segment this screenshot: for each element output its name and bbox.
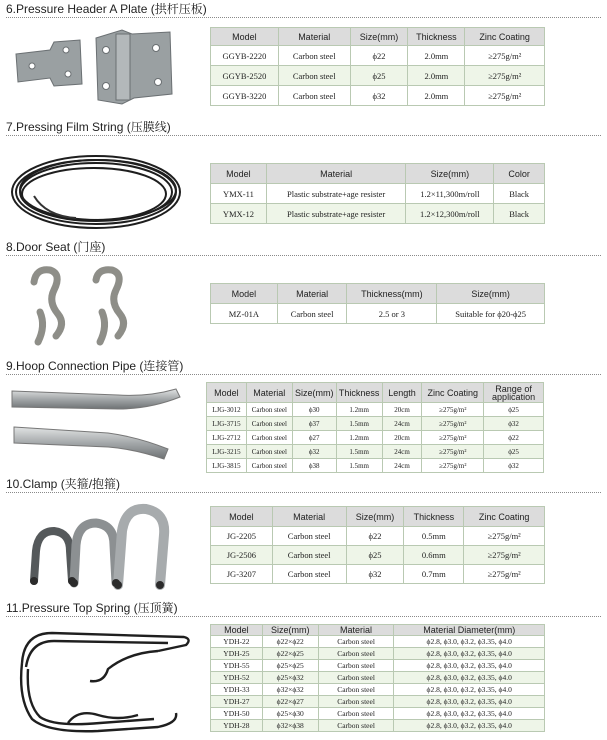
table-cell: YDH-55 [211, 660, 263, 672]
table-row [207, 431, 544, 445]
section-title-text: 11.Pressure Top Spring (压顶簧) [6, 601, 178, 615]
column-header: Material [246, 383, 292, 403]
column-header: Size(mm) [437, 284, 545, 304]
section-title [6, 118, 607, 138]
table-cell: 1.2mm [336, 431, 382, 445]
table-cell: Plastic substrate+age resister [266, 184, 406, 204]
table-cell: ≥275g/m² [465, 66, 545, 86]
table-row [207, 459, 544, 473]
table-cell: ϕ25×ϕ32 [262, 672, 318, 684]
column-header: Model [207, 383, 247, 403]
table-cell: YDH-33 [211, 684, 263, 696]
column-header: Material [266, 164, 406, 184]
title-divider [6, 135, 601, 136]
table-cell: ϕ27 [292, 431, 336, 445]
table-cell: ϕ38 [292, 459, 336, 473]
table-cell: YDH-27 [211, 696, 263, 708]
table-cell: Carbon steel [318, 660, 394, 672]
table-cell: Carbon steel [246, 403, 292, 417]
column-header: Model [211, 284, 278, 304]
table-cell: ϕ2.8, ϕ3.0, ϕ3.2, ϕ3.35, ϕ4.0 [394, 708, 545, 720]
table-cell: Plastic substrate+age resister [266, 204, 406, 224]
section-clamp [0, 475, 607, 599]
table-cell: Carbon steel [246, 431, 292, 445]
table-cell: ϕ32 [292, 445, 336, 459]
table-cell: Carbon steel [278, 66, 350, 86]
column-header: Material Diameter(mm) [394, 625, 545, 636]
section-pressure-top-spring [0, 599, 607, 740]
table-cell: 1.2mm [336, 403, 382, 417]
table-cell: ϕ22×ϕ27 [262, 696, 318, 708]
table-cell: YMX-12 [211, 204, 267, 224]
section-hoop-connection-pipe [0, 357, 607, 475]
table-cell: 1.5mm [336, 417, 382, 431]
column-header: Zinc Coating [464, 507, 545, 527]
table-cell: ϕ2.8, ϕ3.0, ϕ3.2, ϕ3.35, ϕ4.0 [394, 720, 545, 732]
column-header: Material [278, 28, 350, 46]
column-header: Material [318, 625, 394, 636]
title-divider [6, 374, 601, 375]
section-title-text: 7.Pressing Film String (压膜线) [6, 120, 171, 134]
section-title [6, 357, 607, 377]
table-cell: ≥275g/m² [465, 46, 545, 66]
table-cell: Carbon steel [272, 546, 346, 565]
table-cell: ϕ2.8, ϕ3.0, ϕ3.2, ϕ3.35, ϕ4.0 [394, 636, 545, 648]
table-cell: MZ-01A [211, 304, 278, 324]
table-cell: LJG-3715 [207, 417, 247, 431]
spec-table [210, 283, 545, 324]
table-cell: GGYB-2220 [211, 46, 279, 66]
section-pressing-film-string [0, 118, 607, 238]
column-header: Thickness [408, 28, 465, 46]
table-row [211, 720, 545, 732]
column-header: Thickness(mm) [347, 284, 437, 304]
column-header: Material [272, 507, 346, 527]
table-cell: Carbon steel [318, 648, 394, 660]
table-cell: Black [494, 184, 545, 204]
table-cell: Carbon steel [318, 672, 394, 684]
table-cell: ϕ2.8, ϕ3.0, ϕ3.2, ϕ3.35, ϕ4.0 [394, 672, 545, 684]
table-cell: ≥275g/m² [422, 417, 484, 431]
column-header: Range of application [484, 383, 544, 403]
table-cell: LJG-3215 [207, 445, 247, 459]
table-row [211, 672, 545, 684]
table-row [211, 546, 545, 565]
table-cell: 24cm [382, 445, 422, 459]
table-header-row [211, 28, 545, 46]
table-cell: 0.5mm [404, 527, 464, 546]
table-cell: ≥275g/m² [464, 565, 545, 584]
table-row [207, 403, 544, 417]
table-cell: ϕ25 [350, 66, 408, 86]
column-header: Zinc Coating [422, 383, 484, 403]
column-header: Thickness [336, 383, 382, 403]
table-cell: JG-2506 [211, 546, 273, 565]
section-title-text: 6.Pressure Header A Plate (拱杆压板) [6, 2, 207, 16]
table-cell: YDH-28 [211, 720, 263, 732]
table-cell: ϕ37 [292, 417, 336, 431]
title-divider [6, 255, 601, 256]
section-title [6, 0, 607, 20]
table-cell: ϕ2.8, ϕ3.0, ϕ3.2, ϕ3.35, ϕ4.0 [394, 660, 545, 672]
table-cell: ≥275g/m² [464, 546, 545, 565]
table-cell: 1.5mm [336, 445, 382, 459]
table-row [211, 696, 545, 708]
table-cell: ϕ25 [346, 546, 404, 565]
table-row [211, 648, 545, 660]
table-cell: 2.5 or 3 [347, 304, 437, 324]
table-cell: YDH-25 [211, 648, 263, 660]
table-cell: YMX-11 [211, 184, 267, 204]
table-row [211, 527, 545, 546]
spec-table [210, 27, 545, 106]
pressure-plate-image [10, 24, 180, 108]
table-cell: ≥275g/m² [422, 459, 484, 473]
table-row [211, 636, 545, 648]
top-spring-image [8, 623, 198, 739]
table-cell: ϕ32 [350, 86, 408, 106]
column-header: Size(mm) [350, 28, 408, 46]
section-title-text: 10.Clamp (夹箍/抱箍) [6, 477, 121, 491]
table-cell: ϕ32×ϕ32 [262, 684, 318, 696]
table-cell: ϕ22 [346, 527, 404, 546]
table-cell: ≥275g/m² [422, 445, 484, 459]
column-header: Size(mm) [262, 625, 318, 636]
table-cell: 24cm [382, 459, 422, 473]
table-cell: Carbon steel [246, 459, 292, 473]
table-row [211, 660, 545, 672]
section-title [6, 475, 607, 495]
table-cell: Carbon steel [278, 86, 350, 106]
door-seat-image [16, 262, 156, 356]
table-cell: ≥275g/m² [465, 86, 545, 106]
column-header: Size(mm) [406, 164, 494, 184]
table-cell: LJG-3012 [207, 403, 247, 417]
title-divider [6, 616, 601, 617]
section-pressure-header-plate [0, 0, 607, 118]
table-cell: ϕ30 [292, 403, 336, 417]
table-cell: ≥275g/m² [422, 403, 484, 417]
title-divider [6, 17, 601, 18]
table-cell: 2.0mm [408, 46, 465, 66]
clamp-image [14, 501, 184, 597]
spec-table [206, 382, 544, 473]
column-header: Thickness [404, 507, 464, 527]
table-cell: ϕ2.8, ϕ3.0, ϕ3.2, ϕ3.35, ϕ4.0 [394, 684, 545, 696]
table-cell: ϕ2.8, ϕ3.0, ϕ3.2, ϕ3.35, ϕ4.0 [394, 648, 545, 660]
spec-table [210, 506, 545, 584]
table-cell: ϕ25×ϕ25 [262, 660, 318, 672]
table-cell: YDH-50 [211, 708, 263, 720]
table-row [211, 304, 545, 324]
column-header: Model [211, 507, 273, 527]
table-cell: LJG-2712 [207, 431, 247, 445]
table-header-row [211, 625, 545, 636]
column-header: Material [277, 284, 347, 304]
table-row [211, 184, 545, 204]
table-cell: 1.5mm [336, 459, 382, 473]
table-cell: Carbon steel [318, 636, 394, 648]
table-cell: ϕ32 [346, 565, 404, 584]
table-cell: Carbon steel [272, 565, 346, 584]
section-title [6, 238, 607, 258]
table-cell: ϕ32×ϕ38 [262, 720, 318, 732]
spec-table [210, 163, 545, 224]
table-cell: YDH-52 [211, 672, 263, 684]
table-cell: Carbon steel [318, 684, 394, 696]
table-header-row [211, 507, 545, 527]
table-cell: 20cm [382, 403, 422, 417]
table-header-row [207, 383, 544, 403]
table-cell: Carbon steel [277, 304, 347, 324]
connection-pipe-image [8, 383, 188, 467]
column-header: Size(mm) [346, 507, 404, 527]
table-row [211, 565, 545, 584]
table-cell: Carbon steel [278, 46, 350, 66]
table-cell: ϕ32 [484, 417, 544, 431]
table-cell: ϕ22 [484, 431, 544, 445]
column-header: Model [211, 164, 267, 184]
table-row [211, 204, 545, 224]
table-cell: YDH-22 [211, 636, 263, 648]
table-cell: ϕ25 [484, 445, 544, 459]
table-cell: Carbon steel [272, 527, 346, 546]
table-row [211, 86, 545, 106]
table-cell: ϕ22 [350, 46, 408, 66]
table-cell: LJG-3815 [207, 459, 247, 473]
table-cell: ϕ22×ϕ25 [262, 648, 318, 660]
column-header: Model [211, 28, 279, 46]
table-cell: ϕ25×ϕ30 [262, 708, 318, 720]
table-cell: 1.2×11,300m/roll [406, 184, 494, 204]
table-cell: 0.6mm [404, 546, 464, 565]
table-header-row [211, 284, 545, 304]
table-header-row [211, 164, 545, 184]
table-cell: ϕ32 [484, 459, 544, 473]
film-string-image [6, 146, 186, 236]
table-cell: ϕ2.8, ϕ3.0, ϕ3.2, ϕ3.35, ϕ4.0 [394, 696, 545, 708]
table-cell: 2.0mm [408, 66, 465, 86]
column-header: Length [382, 383, 422, 403]
table-cell: Suitable for ϕ20-ϕ25 [437, 304, 545, 324]
table-cell: Black [494, 204, 545, 224]
column-header: Color [494, 164, 545, 184]
table-cell: Carbon steel [318, 708, 394, 720]
table-row [211, 66, 545, 86]
title-divider [6, 492, 601, 493]
column-header: Zinc Coating [465, 28, 545, 46]
table-cell: JG-3207 [211, 565, 273, 584]
table-cell: ≥275g/m² [464, 527, 545, 546]
column-header: Model [211, 625, 263, 636]
table-row [207, 417, 544, 431]
table-cell: 1.2×12,300m/roll [406, 204, 494, 224]
table-cell: 20cm [382, 431, 422, 445]
spec-table [210, 624, 545, 732]
table-cell: ≥275g/m² [422, 431, 484, 445]
table-cell: Carbon steel [246, 417, 292, 431]
section-title [6, 599, 607, 619]
table-cell: ϕ22×ϕ22 [262, 636, 318, 648]
table-cell: GGYB-2520 [211, 66, 279, 86]
table-row [211, 684, 545, 696]
table-cell: 24cm [382, 417, 422, 431]
table-cell: 2.0mm [408, 86, 465, 106]
table-cell: ϕ25 [484, 403, 544, 417]
section-door-seat [0, 238, 607, 357]
table-cell: GGYB-3220 [211, 86, 279, 106]
table-row [211, 46, 545, 66]
table-row [207, 445, 544, 459]
table-cell: Carbon steel [246, 445, 292, 459]
table-row [211, 708, 545, 720]
section-title-text: 8.Door Seat (门座) [6, 240, 106, 254]
column-header: Size(mm) [292, 383, 336, 403]
section-title-text: 9.Hoop Connection Pipe (连接管) [6, 359, 184, 373]
table-cell: Carbon steel [318, 696, 394, 708]
table-cell: Carbon steel [318, 720, 394, 732]
table-cell: 0.7mm [404, 565, 464, 584]
table-cell: JG-2205 [211, 527, 273, 546]
